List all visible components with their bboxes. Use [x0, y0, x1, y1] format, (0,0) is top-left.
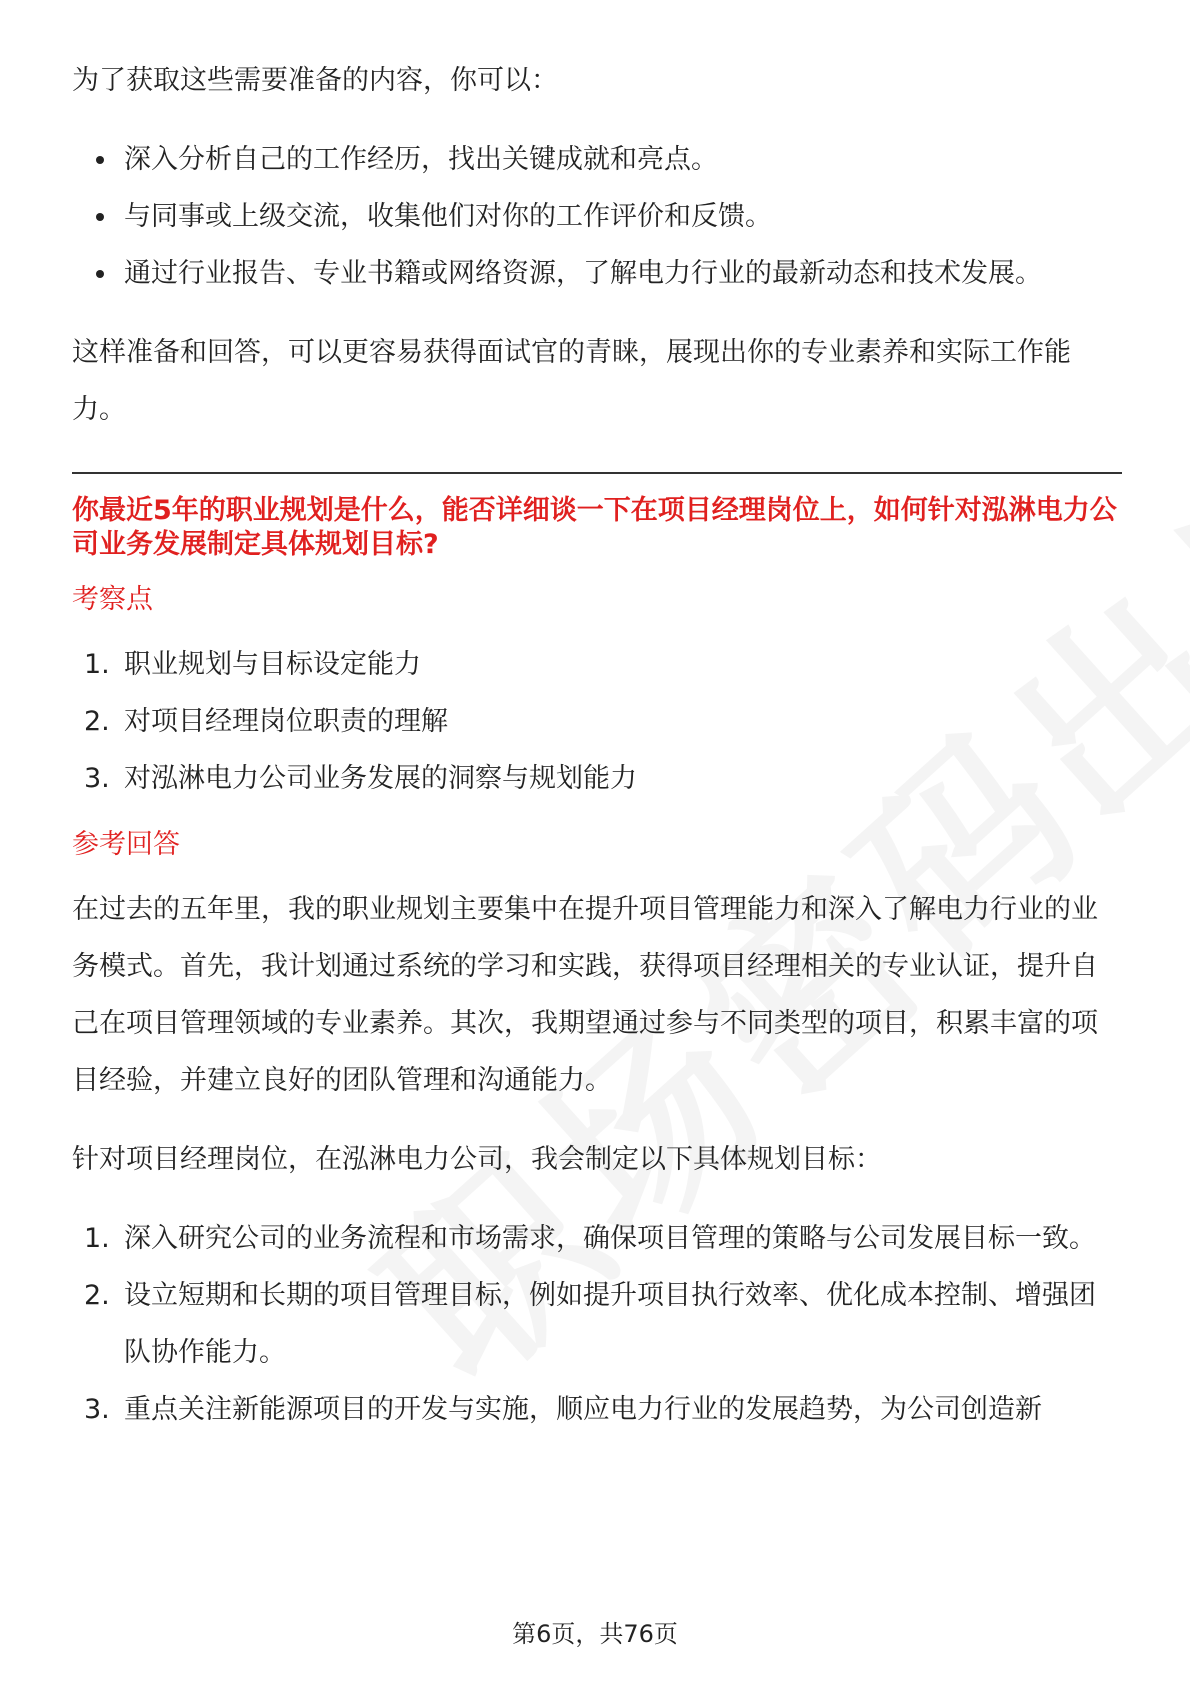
- exam-points-heading: 考察点: [72, 584, 153, 615]
- intro-text: 为了获取这些需要准备的内容，你可以：: [72, 65, 558, 96]
- list-item: 2. 对项目经理岗位职责的理解: [84, 706, 448, 737]
- list-item: 2. 设立短期和长期的项目管理目标，例如提升项目执行效率、优化成本控制、增强团队协作能力。: [84, 1280, 1096, 1368]
- list-item: 3. 重点关注新能源项目的开发与实施，顺应电力行业的发展趋势，为公司创造新: [84, 1394, 1042, 1425]
- bullet-icon: [96, 213, 104, 221]
- answer-paragraph: 针对项目经理岗位，在泓淋电力公司，我会制定以下具体规划目标：: [72, 1144, 882, 1175]
- list-item: 1. 职业规划与目标设定能力: [84, 649, 421, 680]
- list-item: 1. 深入研究公司的业务流程和市场需求，确保项目管理的策略与公司发展目标一致。: [84, 1223, 1096, 1254]
- goals-list: [72, 1210, 1122, 1438]
- question-heading: 你最近5年的职业规划是什么，能否详细谈一下在项目经理岗位上，如何针对泓淋电力公司业务发展制定具体规划目标?: [72, 495, 1117, 560]
- page-content: [72, 52, 1122, 1452]
- reference-answer: [72, 881, 1122, 1188]
- bullet-icon: [96, 270, 104, 278]
- bullet-icon: [96, 156, 104, 164]
- list-item: 深入分析自己的工作经历，找出关键成就和亮点。: [72, 131, 1122, 188]
- summary-text: 这样准备和回答，可以更容易获得面试官的青睐，展现出你的专业素养和实际工作能力。: [72, 337, 1071, 425]
- list-item: 3. 对泓淋电力公司业务发展的洞察与规划能力: [84, 763, 637, 794]
- answer-paragraph: 在过去的五年里，我的职业规划主要集中在提升项目管理能力和深入了解电力行业的业务模式。首先，我计划通过系统的学习和实践，获得项目经理相关的专业认证，提升自己在项目管理领域的专业素养。其次，我期望通过参与不同类型的项目，积累丰富的项目经验，并建立良好的团队管理和沟通能力。: [72, 894, 1098, 1096]
- exam-points-list: [72, 636, 1122, 807]
- list-item: 与同事或上级交流，收集他们对你的工作评价和反馈。: [72, 188, 1122, 245]
- prep-bullet-list: [72, 131, 1122, 302]
- reference-answer-heading: 参考回答: [72, 829, 180, 860]
- section-divider: [72, 472, 1122, 474]
- list-item: 通过行业报告、专业书籍或网络资源，了解电力行业的最新动态和技术发展。: [72, 245, 1122, 302]
- page-number: 第6页，共76页: [512, 1620, 678, 1648]
